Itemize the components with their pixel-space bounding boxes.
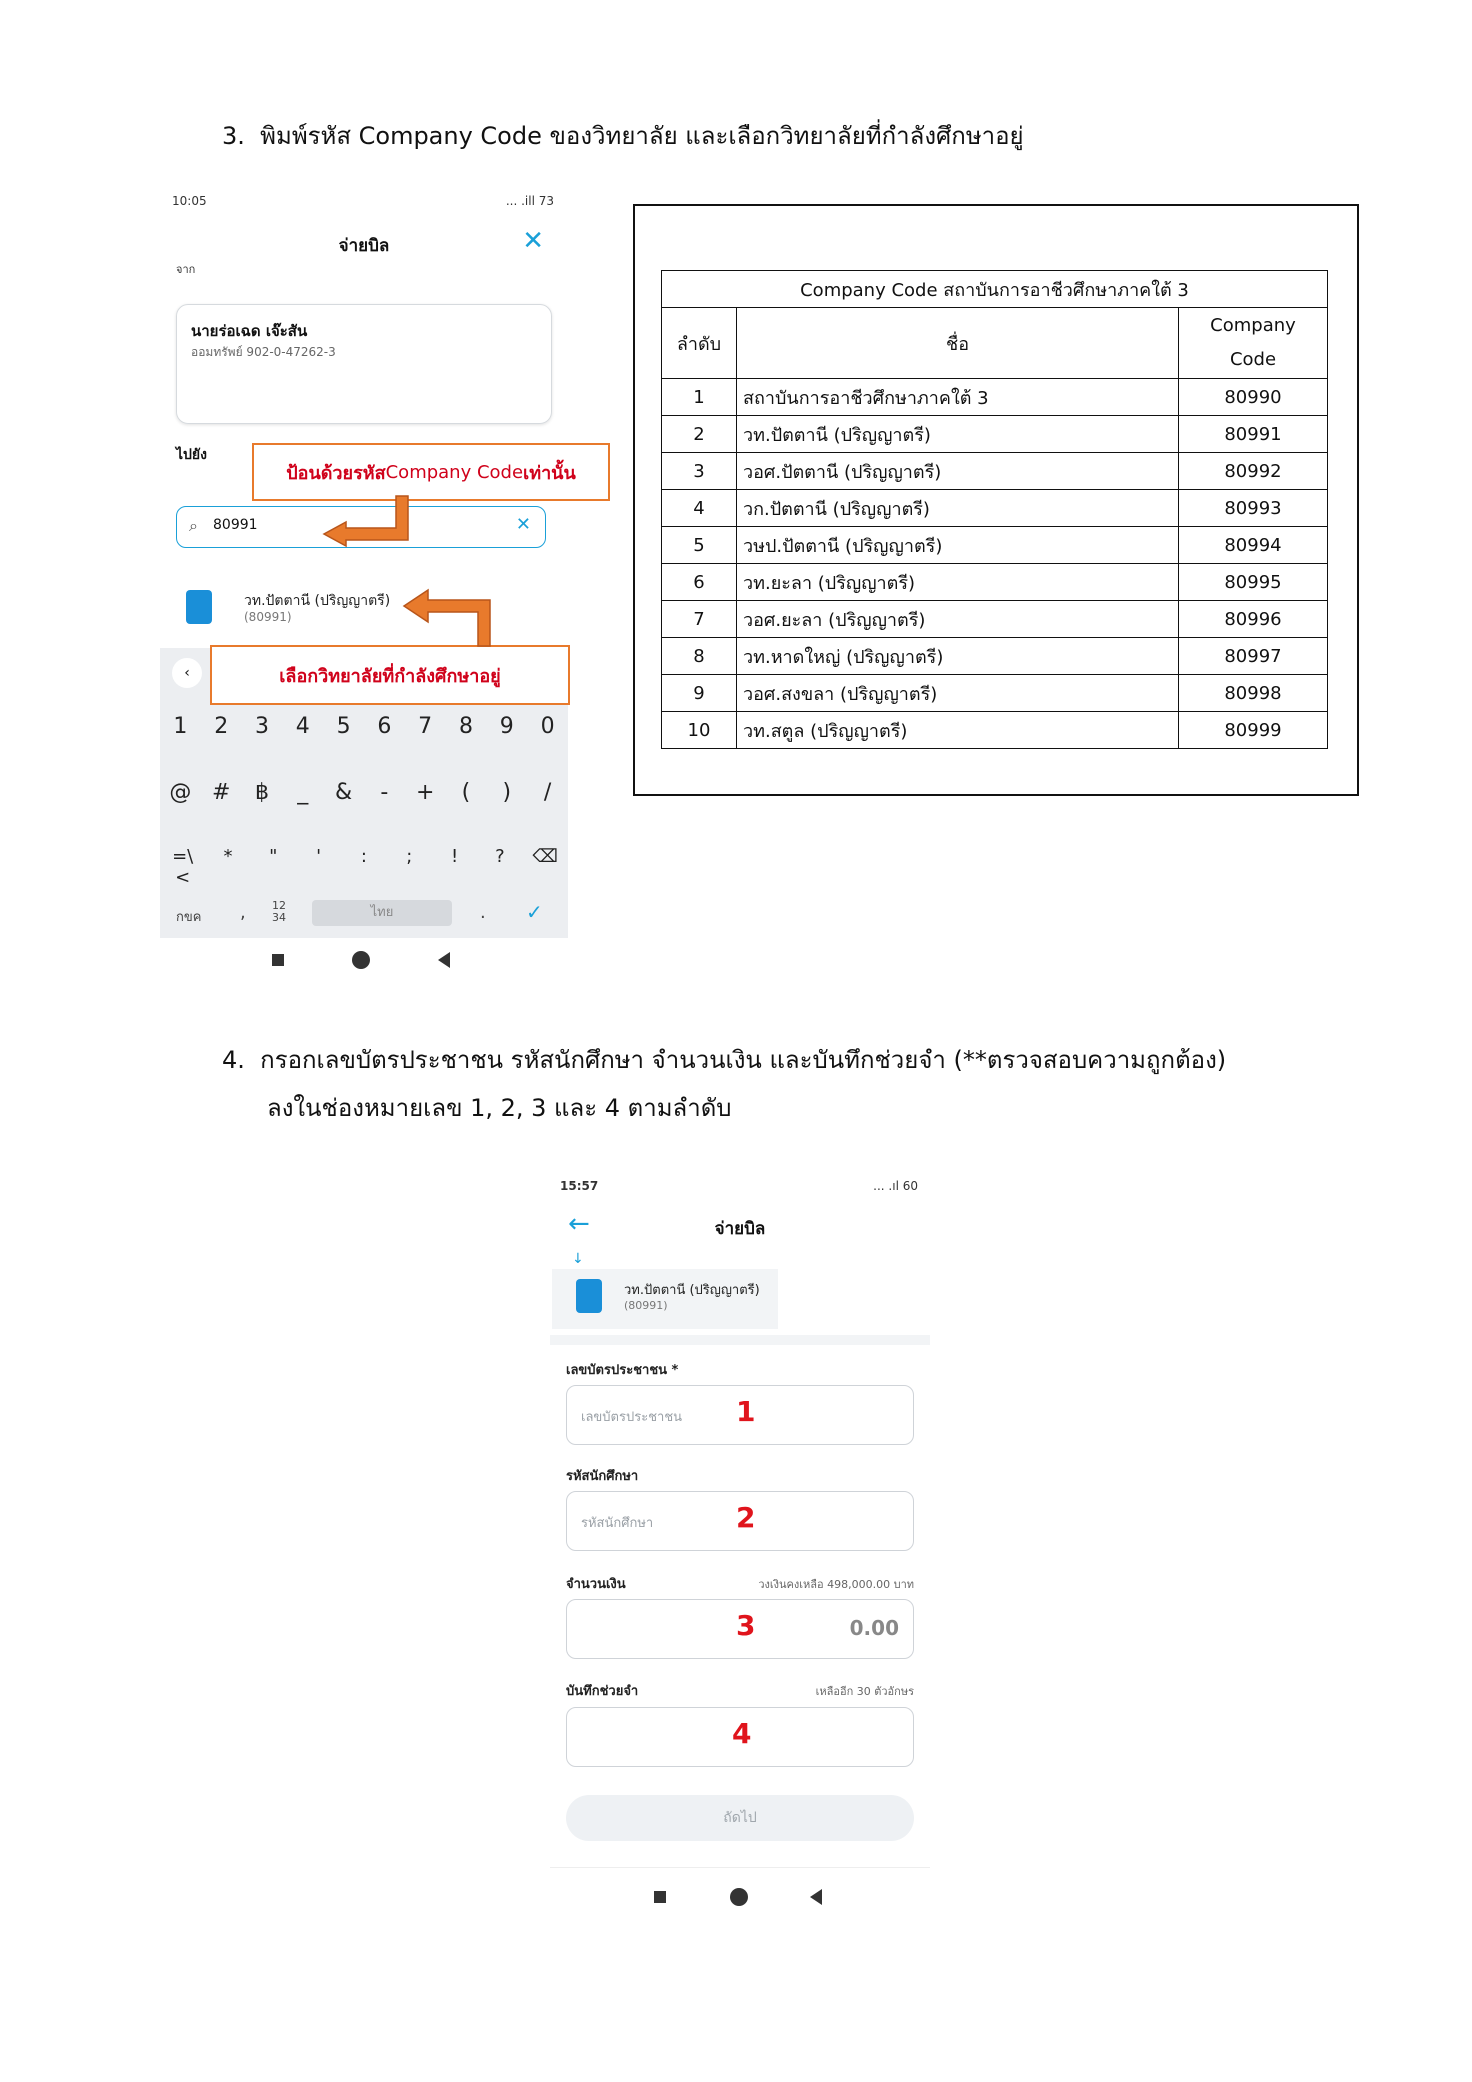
- status-icons: ... .ill 73: [505, 194, 554, 208]
- comma-key[interactable]: ,: [240, 902, 246, 923]
- table-row: [662, 527, 1328, 564]
- table-row: [662, 564, 1328, 601]
- cell-name: วท.ยะลา (ปริญญาตรี): [737, 564, 1179, 601]
- clear-icon[interactable]: ✕: [515, 514, 531, 535]
- step-number: 3.: [222, 122, 245, 150]
- step-number: 4.: [222, 1046, 245, 1074]
- kb-row-bottom: [160, 900, 568, 930]
- student-id-label: รหัสนักศึกษา: [566, 1469, 639, 1484]
- cell-name: วอศ.ปัตตานี (ปริญญาตรี): [737, 453, 1179, 490]
- cell-order: 4: [662, 490, 737, 527]
- id-placeholder: เลขบัตรประชาชน: [581, 1410, 683, 1425]
- college-icon: [576, 1279, 602, 1313]
- phone-screenshot-search: [160, 190, 568, 990]
- cell-code: 80996: [1179, 601, 1328, 638]
- back-arrow-icon[interactable]: ←: [568, 1209, 590, 1239]
- key[interactable]: ฿: [254, 780, 269, 805]
- arrow-to-result-icon: [400, 586, 496, 646]
- status-time: 15:57: [560, 1179, 599, 1193]
- key[interactable]: ": [269, 846, 278, 867]
- cell-name: วก.ปัตตานี (ปริญญาตรี): [737, 490, 1179, 527]
- payee-code: (80991): [624, 1299, 668, 1312]
- table-row: [662, 712, 1328, 749]
- table-row: [662, 416, 1328, 453]
- memo-remaining: เหลืออีก 30 ตัวอักษร: [815, 1685, 914, 1698]
- callout-enter-code: [252, 443, 610, 501]
- dot-key[interactable]: .: [480, 902, 486, 923]
- home-icon[interactable]: [352, 951, 370, 969]
- step-text-line2: ลงในช่องหมายเลข 1, 2, 3 และ 4 ตามลำดับ: [267, 1094, 732, 1122]
- done-key[interactable]: ✓: [526, 900, 543, 924]
- key[interactable]: 5: [336, 714, 351, 739]
- cell-order: 7: [662, 601, 737, 638]
- cell-name: วท.ปัตตานี (ปริญญาตรี): [737, 416, 1179, 453]
- key[interactable]: :: [360, 846, 367, 867]
- key[interactable]: 1: [173, 714, 188, 739]
- nav-divider: [550, 1867, 930, 1868]
- search-icon: ⌕: [189, 516, 198, 535]
- key[interactable]: 3: [254, 714, 269, 739]
- student-placeholder: รหัสนักศึกษา: [581, 1516, 654, 1531]
- marker-4: 4: [732, 1717, 752, 1750]
- recent-apps-icon[interactable]: [654, 1891, 666, 1903]
- cell-code: 80995: [1179, 564, 1328, 601]
- cell-code: 80990: [1179, 379, 1328, 416]
- keyboard-back-icon[interactable]: ‹: [172, 658, 202, 688]
- numpad-key[interactable]: 12 34: [272, 899, 286, 924]
- table-title: Company Code สถาบันการอาชีวศึกษาภาคใต้ 3: [662, 271, 1328, 308]
- header-name: ชื่อ: [737, 308, 1179, 379]
- close-icon[interactable]: ✕: [522, 226, 544, 256]
- key[interactable]: ': [316, 846, 322, 867]
- status-time: 10:05: [172, 194, 207, 208]
- from-account-card[interactable]: [176, 304, 552, 424]
- cell-order: 2: [662, 416, 737, 453]
- payee-name: วท.ปัตตานี (ปริญญาตรี): [624, 1283, 760, 1298]
- home-icon[interactable]: [730, 1888, 748, 1906]
- key[interactable]: 2: [214, 714, 229, 739]
- kb-row-symbols: [160, 780, 568, 805]
- table-row: [662, 601, 1328, 638]
- cell-order: 6: [662, 564, 737, 601]
- cell-code: 80992: [1179, 453, 1328, 490]
- marker-1: 1: [736, 1395, 756, 1428]
- key[interactable]: 0: [540, 714, 555, 739]
- marker-2: 2: [736, 1501, 756, 1534]
- table-row: [662, 379, 1328, 416]
- callout-prefix: ป้อนด้วยรหัส: [286, 462, 386, 484]
- cell-code: 80993: [1179, 490, 1328, 527]
- result-code: (80991): [244, 610, 292, 624]
- key[interactable]: 9: [499, 714, 514, 739]
- table-row: [662, 490, 1328, 527]
- cell-order: 9: [662, 675, 737, 712]
- key[interactable]: #: [211, 780, 231, 805]
- callout-suffix: เท่านั้น: [523, 462, 576, 484]
- cell-order: 10: [662, 712, 737, 749]
- step-text-line1: กรอกเลขบัตรประชาชน รหัสนักศึกษา จำนวนเงิน และบันทึกช่วยจำ (**ตรวจสอบความถูกต้อง): [260, 1046, 1227, 1074]
- cell-code: 80998: [1179, 675, 1328, 712]
- key[interactable]: !: [451, 846, 459, 867]
- callout-select-college: เลือกวิทยาลัยที่กำลังศึกษาอยู่: [210, 645, 570, 705]
- key[interactable]: +: [415, 780, 435, 805]
- kb-row-punct: [160, 846, 568, 888]
- college-icon: [186, 590, 212, 624]
- key[interactable]: @: [169, 780, 192, 805]
- step-text: พิมพ์รหัส Company Code ของวิทยาลัย และเลือกวิทยาลัยที่กำลังศึกษาอยู่: [260, 122, 1024, 150]
- amount-value: 0.00: [849, 1616, 899, 1640]
- amount-label: จำนวนเงิน: [566, 1577, 626, 1592]
- id-label: เลขบัตรประชาชน *: [566, 1363, 679, 1378]
- key[interactable]: -: [380, 780, 389, 805]
- cell-name: วอศ.สงขลา (ปริญญาตรี): [737, 675, 1179, 712]
- back-icon[interactable]: [438, 952, 450, 968]
- result-name: วท.ปัตตานี (ปริญญาตรี): [244, 593, 391, 609]
- recent-apps-icon[interactable]: [272, 954, 284, 966]
- cell-name: วท.หาดใหญ่ (ปริญญาตรี): [737, 638, 1179, 675]
- cell-code: 80994: [1179, 527, 1328, 564]
- table-row: [662, 453, 1328, 490]
- key[interactable]: _: [297, 780, 309, 805]
- account-name: นายร่อเฉด เจ๊ะสัน: [191, 322, 308, 340]
- cell-name: สถาบันการอาชีวศึกษาภาคใต้ 3: [737, 379, 1179, 416]
- from-label: จาก: [176, 263, 196, 276]
- cell-code: 80991: [1179, 416, 1328, 453]
- callout-code: Company Code: [385, 461, 524, 483]
- step-4-heading: [222, 1040, 1226, 1079]
- android-nav-bar: [160, 950, 568, 980]
- phone-screenshot-bill-form: [550, 1175, 930, 1935]
- memo-label: บันทึกช่วยจำ: [566, 1684, 639, 1699]
- cell-order: 5: [662, 527, 737, 564]
- cell-order: 1: [662, 379, 737, 416]
- amount-limit: วงเงินคงเหลือ 498,000.00 บาท: [758, 1578, 914, 1591]
- back-icon[interactable]: [810, 1889, 822, 1905]
- to-label: ไปยัง: [176, 447, 207, 463]
- cell-code: 80999: [1179, 712, 1328, 749]
- marker-3: 3: [736, 1609, 756, 1642]
- header-order: ลำดับ: [662, 308, 737, 379]
- cell-order: 3: [662, 453, 737, 490]
- cell-name: วอศ.ยะลา (ปริญญาตรี): [737, 601, 1179, 638]
- header-code: Company Code: [1179, 308, 1328, 379]
- cell-code: 80997: [1179, 638, 1328, 675]
- cell-order: 8: [662, 638, 737, 675]
- key[interactable]: /: [543, 780, 552, 805]
- screen-title: จ่ายบิล: [714, 1219, 766, 1239]
- arrow-to-search-icon: [320, 496, 420, 548]
- key[interactable]: 7: [418, 714, 433, 739]
- search-value: 80991: [213, 517, 258, 533]
- key[interactable]: =\<: [172, 846, 194, 888]
- space-key[interactable]: ไทย: [312, 900, 452, 926]
- screen-title: จ่ายบิล: [338, 236, 390, 256]
- table-row: [662, 675, 1328, 712]
- table-row: [662, 638, 1328, 675]
- account-number: ออมทรัพย์ 902-0-47262-3: [191, 345, 336, 359]
- next-button[interactable]: ถัดไป: [566, 1795, 914, 1841]
- key[interactable]: &: [335, 780, 353, 805]
- company-code-table: [661, 270, 1328, 749]
- step-3-heading: [222, 116, 1024, 155]
- key[interactable]: (: [461, 780, 471, 805]
- status-icons: ... .ıl 60: [873, 1179, 918, 1193]
- backspace-key[interactable]: ⌫: [532, 846, 558, 867]
- key[interactable]: ;: [406, 846, 413, 867]
- key[interactable]: 6: [377, 714, 392, 739]
- key[interactable]: *: [223, 846, 233, 867]
- key[interactable]: ?: [495, 846, 505, 867]
- key[interactable]: 8: [458, 714, 473, 739]
- kb-row-digits: [160, 714, 568, 739]
- cell-name: วท.สตูล (ปริญญาตรี): [737, 712, 1179, 749]
- payee-card: [552, 1269, 778, 1329]
- cell-name: วษป.ปัตตานี (ปริญญาตรี): [737, 527, 1179, 564]
- key[interactable]: ): [502, 780, 512, 805]
- section-divider: [550, 1335, 930, 1345]
- down-arrow-icon: ↓: [572, 1251, 584, 1267]
- android-nav-bar: [550, 1887, 930, 1911]
- lang-key[interactable]: กขค: [176, 910, 202, 925]
- key[interactable]: 4: [295, 714, 310, 739]
